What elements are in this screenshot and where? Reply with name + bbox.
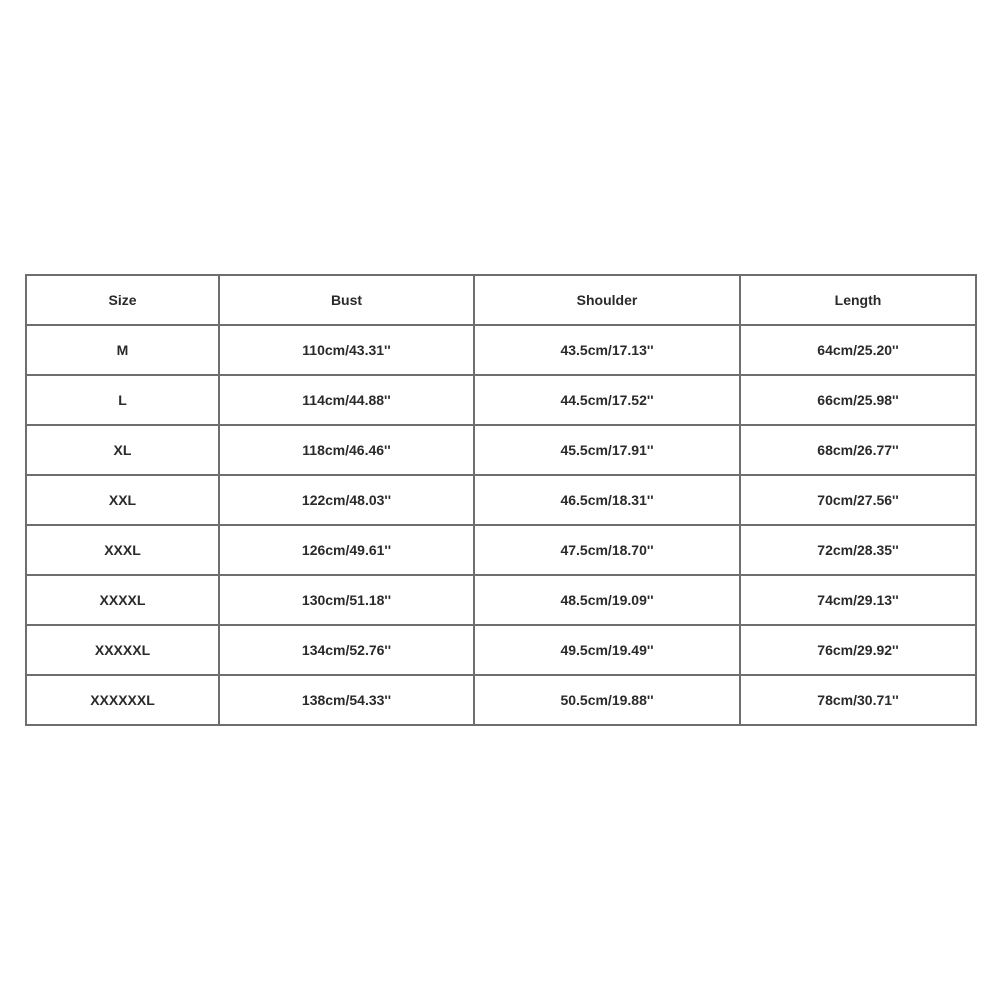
- shoulder-cell: 44.5cm/17.52'': [474, 375, 740, 425]
- size-chart-table: [25, 274, 977, 726]
- bust-cell: 118cm/46.46'': [219, 425, 474, 475]
- size-cell: XXXL: [26, 525, 219, 575]
- header-length: Length: [740, 275, 976, 325]
- table-row: [26, 325, 976, 375]
- length-cell: 68cm/26.77'': [740, 425, 976, 475]
- bust-cell: 130cm/51.18'': [219, 575, 474, 625]
- size-cell: L: [26, 375, 219, 425]
- header-size: Size: [26, 275, 219, 325]
- bust-cell: 122cm/48.03'': [219, 475, 474, 525]
- shoulder-cell: 45.5cm/17.91'': [474, 425, 740, 475]
- shoulder-cell: 43.5cm/17.13'': [474, 325, 740, 375]
- bust-cell: 114cm/44.88'': [219, 375, 474, 425]
- size-cell: M: [26, 325, 219, 375]
- table-row: [26, 625, 976, 675]
- table-row: [26, 675, 976, 725]
- table-row: [26, 575, 976, 625]
- table-row: [26, 525, 976, 575]
- bust-cell: 138cm/54.33'': [219, 675, 474, 725]
- bust-cell: 134cm/52.76'': [219, 625, 474, 675]
- size-cell: XL: [26, 425, 219, 475]
- header-row: [26, 275, 976, 325]
- length-cell: 76cm/29.92'': [740, 625, 976, 675]
- shoulder-cell: 46.5cm/18.31'': [474, 475, 740, 525]
- header-shoulder: Shoulder: [474, 275, 740, 325]
- shoulder-cell: 50.5cm/19.88'': [474, 675, 740, 725]
- shoulder-cell: 47.5cm/18.70'': [474, 525, 740, 575]
- table-row: [26, 475, 976, 525]
- table-row: [26, 375, 976, 425]
- length-cell: 66cm/25.98'': [740, 375, 976, 425]
- size-cell: XXXXL: [26, 575, 219, 625]
- size-cell: XXXXXXL: [26, 675, 219, 725]
- bust-cell: 126cm/49.61'': [219, 525, 474, 575]
- bust-cell: 110cm/43.31'': [219, 325, 474, 375]
- length-cell: 64cm/25.20'': [740, 325, 976, 375]
- length-cell: 78cm/30.71'': [740, 675, 976, 725]
- shoulder-cell: 48.5cm/19.09'': [474, 575, 740, 625]
- table-row: [26, 425, 976, 475]
- shoulder-cell: 49.5cm/19.49'': [474, 625, 740, 675]
- size-cell: XXL: [26, 475, 219, 525]
- length-cell: 74cm/29.13'': [740, 575, 976, 625]
- length-cell: 72cm/28.35'': [740, 525, 976, 575]
- size-cell: XXXXXL: [26, 625, 219, 675]
- length-cell: 70cm/27.56'': [740, 475, 976, 525]
- header-bust: Bust: [219, 275, 474, 325]
